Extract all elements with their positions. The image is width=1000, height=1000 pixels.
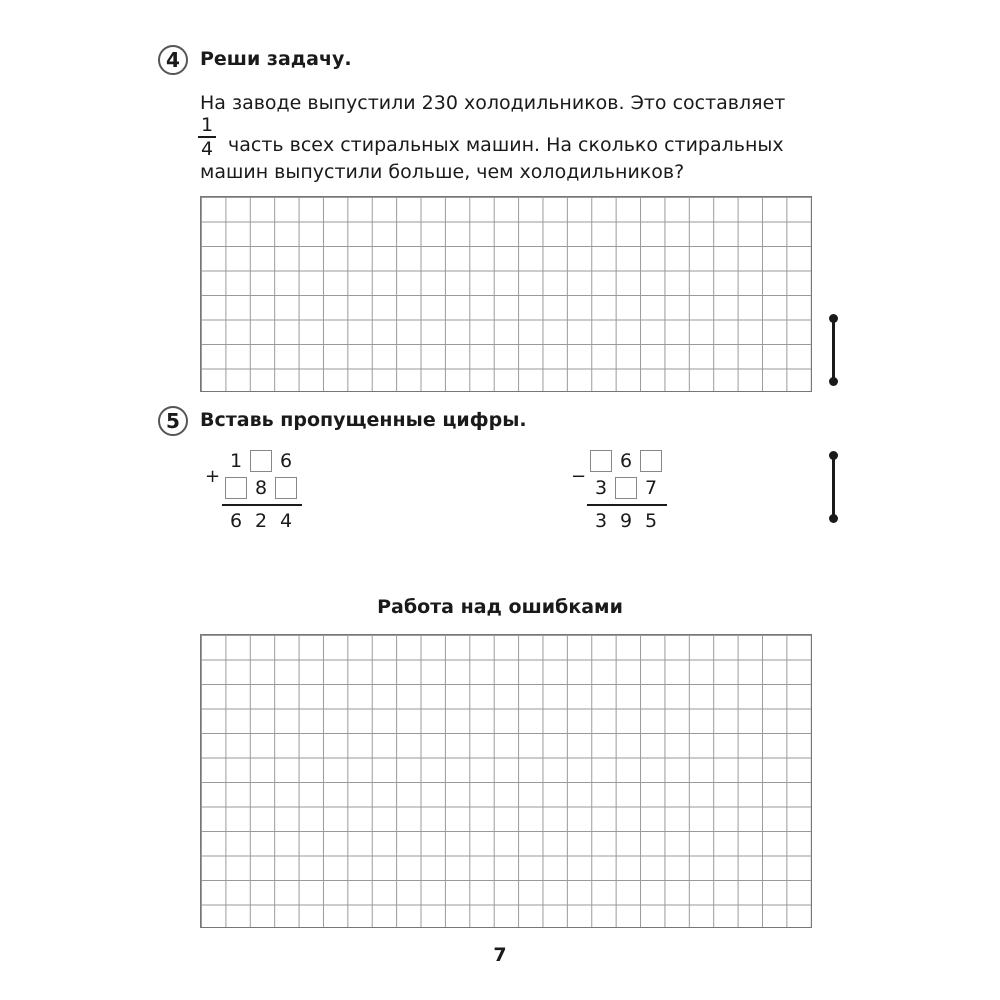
task-4-title: Реши задачу. <box>200 48 352 70</box>
subtraction-result-digit-3: 5 <box>644 510 658 532</box>
addition-row1-digit-1: 1 <box>229 450 243 472</box>
task-4-text-line-2: часть всех стиральных машин. На сколько стиральных <box>228 134 784 156</box>
subtraction-result-digit-2: 9 <box>619 510 633 532</box>
plus-sign: + <box>205 466 221 487</box>
subtraction-row2-digit-1: 3 <box>594 477 608 499</box>
fraction-numerator: 1 <box>200 114 214 136</box>
addition-result-digit-2: 2 <box>254 510 268 532</box>
subtraction-row1-blank-3[interactable] <box>640 450 662 472</box>
addition-row2-blank-1[interactable] <box>225 477 247 499</box>
addition-result-digit-3: 4 <box>279 510 293 532</box>
task-4-number: 4 <box>158 45 188 75</box>
errors-section-title: Работа над ошибками <box>377 596 623 618</box>
subtraction-row1-blank-1[interactable] <box>590 450 612 472</box>
task-5-number: 5 <box>158 406 188 436</box>
addition-row1-blank-2[interactable] <box>250 450 272 472</box>
subtraction-row2-digit-3: 7 <box>644 477 658 499</box>
fraction-denominator: 4 <box>200 138 214 160</box>
task-4-fraction <box>198 114 216 160</box>
subtraction-row2-blank-2[interactable] <box>615 477 637 499</box>
addition-row2-digit-2: 8 <box>254 477 268 499</box>
task-5-title: Вставь пропущенные цифры. <box>200 409 527 431</box>
page-number: 7 <box>493 944 507 966</box>
task-4-text-line-1: На заводе выпустили 230 холодильников. Это составляет <box>200 92 786 114</box>
minus-sign: − <box>571 466 587 487</box>
addition-result-line <box>222 504 302 506</box>
subtraction-row1-digit-2: 6 <box>619 450 633 472</box>
subtraction-result-digit-1: 3 <box>594 510 608 532</box>
task-5-score-marker <box>832 455 835 519</box>
addition-result-digit-1: 6 <box>229 510 243 532</box>
subtraction-equation <box>565 450 675 540</box>
addition-row1-digit-3: 6 <box>279 450 293 472</box>
errors-work-grid[interactable] <box>200 634 812 928</box>
subtraction-result-line <box>587 504 667 506</box>
addition-equation <box>200 450 310 540</box>
task-4-text-line-3: машин выпустили больше, чем холодильников? <box>200 161 685 183</box>
addition-row2-blank-3[interactable] <box>275 477 297 499</box>
task-4-answer-grid[interactable] <box>200 196 812 392</box>
task-4-score-marker <box>832 318 835 382</box>
